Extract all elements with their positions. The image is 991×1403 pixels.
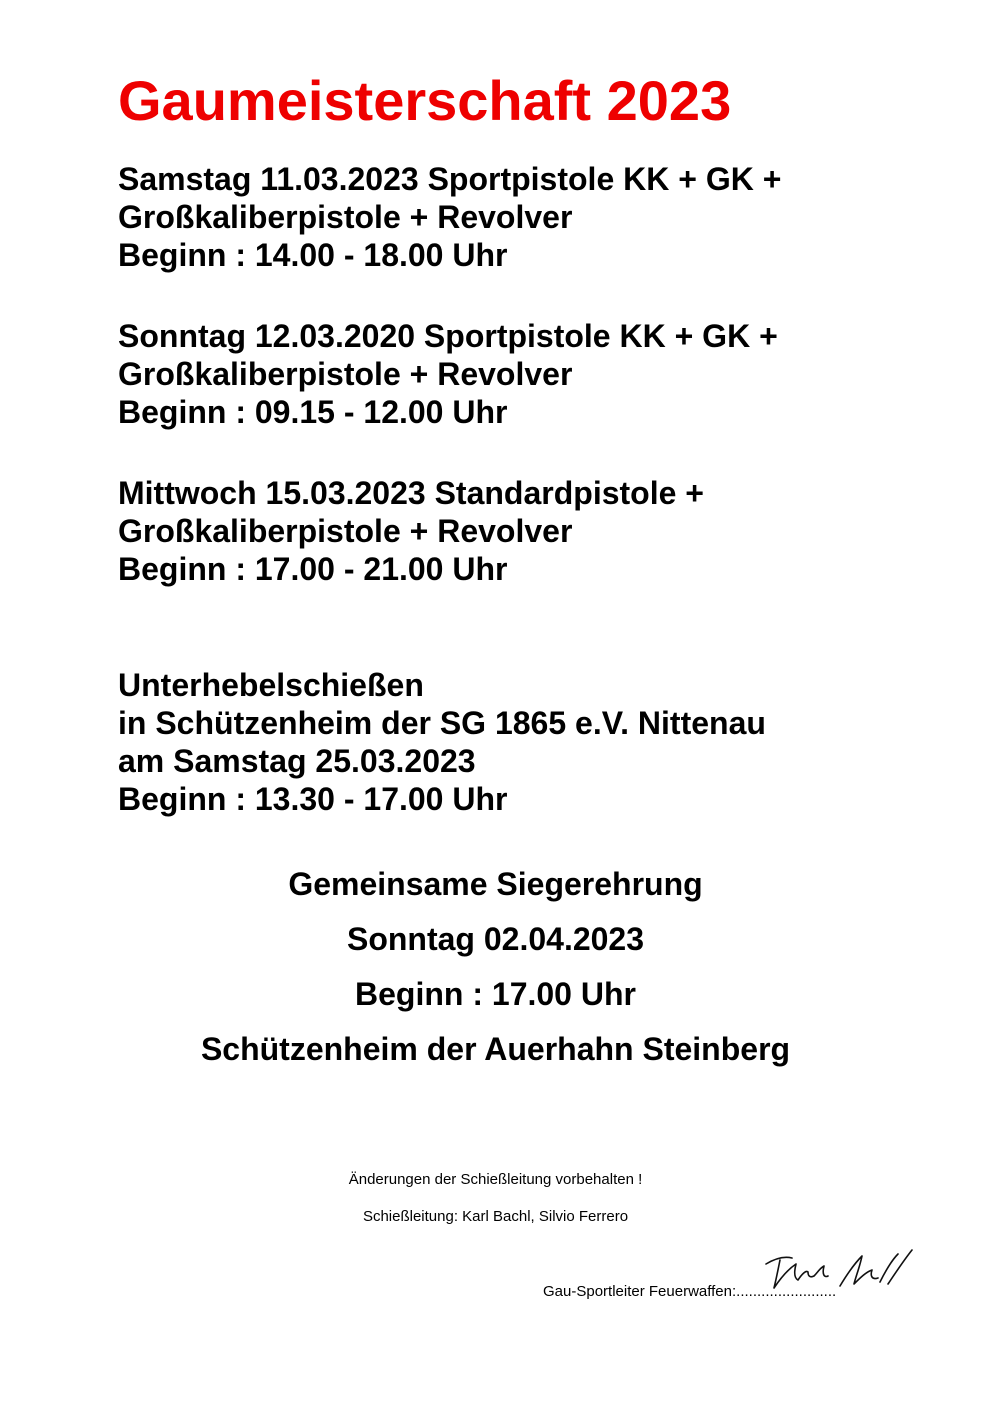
handwritten-signature [762,1246,922,1296]
signature-label: Gau-Sportleiter Feuerwaffen: [543,1283,737,1300]
session-saturday-line-3: Beginn : 14.00 - 18.00 Uhr [118,237,508,273]
siegerehrung-line-2: Sonntag 02.04.2023 [346,921,645,957]
session-saturday [118,160,781,274]
session-saturday-line-2: Großkaliberpistole + Revolver [118,199,573,235]
session-wednesday-line-3: Beginn : 17.00 - 21.00 Uhr [118,551,508,587]
unterhebel-line-3: am Samstag 25.03.2023 [118,743,476,779]
session-sunday-line-2: Großkaliberpistole + Revolver [118,356,573,392]
unterhebel-line-4: Beginn : 13.30 - 17.00 Uhr [118,781,508,817]
siegerehrung-line-4: Schützenheim der Auerhahn Steinberg [200,1031,791,1067]
session-sunday-line-3: Beginn : 09.15 - 12.00 Uhr [118,394,508,430]
siegerehrung-section [0,857,991,1077]
signature-dots: ........................ [736,1283,837,1300]
session-sunday [118,317,778,431]
page-title: Gaumeisterschaft 2023 [118,69,732,132]
siegerehrung-line-3: Beginn : 17.00 Uhr [355,976,636,1012]
session-saturday-line-1: Samstag 11.03.2023 Sportpistole KK + GK + [118,161,782,197]
unterhebel-section [118,666,766,818]
session-wednesday-line-1: Mittwoch 15.03.2023 Standardpistole + [118,475,704,511]
footer-disclaimer: Änderungen der Schießleitung vorbehalten ! [348,1171,643,1188]
unterhebel-line-2: in Schützenheim der SG 1865 e.V. Nittenau [118,705,766,741]
siegerehrung-line-1: Gemeinsame Siegerehrung [288,866,703,902]
footer-leadership: Schießleitung: Karl Bachl, Silvio Ferrero [362,1208,629,1225]
session-wednesday [118,474,704,588]
session-wednesday-line-2: Großkaliberpistole + Revolver [118,513,573,549]
session-sunday-line-1: Sonntag 12.03.2020 Sportpistole KK + GK + [118,318,778,354]
unterhebel-line-1: Unterhebelschießen [118,667,424,703]
